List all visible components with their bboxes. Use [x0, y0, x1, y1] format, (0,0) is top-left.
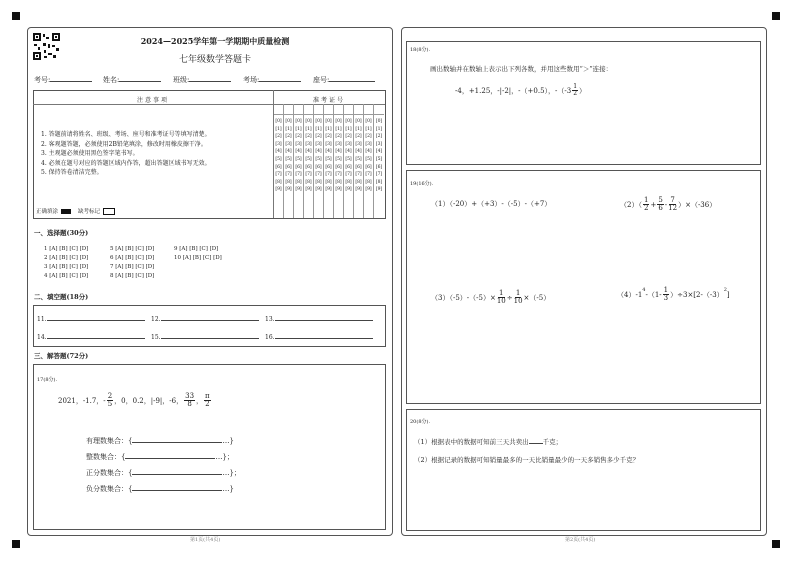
exam-id-bubble[interactable]: [7] [305, 172, 312, 178]
fraction: $\frac{\pi}{2}$ [205, 392, 210, 408]
exam-id-bubble[interactable]: [1] [325, 126, 332, 132]
exam-id-bubble[interactable]: [4] [295, 149, 302, 155]
exam-id-bubble[interactable]: [1] [275, 126, 282, 132]
exam-id-bubble[interactable]: [9] [365, 187, 372, 193]
fraction: $\frac{7}{12}$ [668, 196, 678, 212]
exam-id-bubble[interactable]: [5] [375, 156, 383, 162]
exam-id-bubble[interactable]: [8] [335, 179, 342, 185]
q18-label: 18(8分). [410, 47, 431, 53]
exam-id-bubble[interactable]: [5] [345, 156, 352, 162]
exam-id-bubble[interactable]: [6] [275, 164, 282, 170]
q20-label: 20(8分). [410, 419, 431, 425]
qr-code [33, 33, 60, 60]
notice-heading: 注意事项 [136, 97, 169, 104]
exam-id-bubble[interactable]: [1] [365, 126, 372, 132]
exam-id-bubble[interactable]: [3] [285, 141, 292, 147]
exam-id-bubble[interactable]: [2] [365, 134, 372, 140]
exam-id-bubble[interactable]: [8] [275, 179, 282, 185]
exam-id-bubble[interactable]: [0] [295, 119, 302, 124]
exam-id-bubble[interactable]: [2] [355, 134, 362, 140]
exam-id-column [344, 104, 354, 218]
exam-id-bubble[interactable]: [8] [285, 179, 292, 185]
exam-id-bubble[interactable]: [9] [355, 187, 362, 193]
fraction: $\frac{1}{2}$ [643, 196, 649, 212]
exam-id-bubble[interactable]: [9] [305, 187, 312, 193]
exam-id-column [374, 104, 384, 218]
set-negative-fraction[interactable]: 负分数集合：{ …} [86, 485, 234, 493]
exam-id-bubble[interactable]: [6] [335, 164, 342, 170]
q17-label: 17(8分). [37, 377, 58, 383]
exam-id-column [354, 104, 364, 218]
choice-row [44, 254, 222, 263]
exam-id-bubble[interactable]: [5] [355, 156, 362, 162]
q19-part1: （1）（-20）+（+3）-（-5）-（+7） [431, 200, 552, 208]
field-seat[interactable]: 座号: [313, 75, 375, 85]
exam-id-bubble[interactable]: [1] [355, 126, 362, 132]
exam-id-heading: 准考证号 [312, 97, 345, 104]
exam-id-bubble[interactable]: [3] [345, 141, 352, 147]
exam-id-bubble[interactable]: [0] [375, 119, 383, 124]
exam-id-bubble[interactable]: [5] [295, 156, 302, 162]
exam-id-bubble[interactable]: [2] [275, 134, 282, 140]
exam-id-bubble[interactable]: [6] [375, 164, 383, 170]
exam-id-bubble[interactable]: [8] [355, 179, 362, 185]
exam-id-bubble[interactable]: [3] [375, 141, 383, 147]
q17-numbers: 2021，-1.7，- $\frac{2}{5}$ ，0，0.2，|-9|，-6， $\frac{33}{8}$ ， $\frac{\pi}{2}$ [58, 392, 210, 408]
choice-row [44, 245, 222, 254]
exam-id-bubble[interactable]: [6] [285, 164, 292, 170]
exam-id-grid [274, 104, 384, 218]
page-footer-right: 第2页(共4页) [565, 537, 596, 543]
exam-id-column [304, 104, 314, 218]
exam-id-bubble[interactable]: [1] [345, 126, 352, 132]
notice-item: 2. 客观题答题，必须使用2B铅笔填涂，修改时用橡皮擦干净。 [41, 140, 207, 148]
exam-id-bubble[interactable]: [5] [325, 156, 332, 162]
field-name[interactable]: 姓名: [103, 75, 161, 85]
fraction: $\frac{1}{10}$ [513, 289, 523, 305]
exam-id-bubble[interactable]: [9] [315, 187, 322, 193]
exam-id-bubble[interactable]: [7] [345, 172, 352, 178]
exam-id-bubble[interactable]: [4] [345, 149, 352, 155]
notice-item: 4. 必须在题号对应的答题区域内作答，超出答题区域书写无效。 [41, 159, 211, 167]
exam-id-bubble[interactable]: [4] [375, 149, 383, 155]
choice-row [44, 263, 222, 272]
fraction: $\frac{1}{10}$ [496, 289, 506, 305]
exam-id-bubble[interactable]: [6] [305, 164, 312, 170]
exam-id-bubble[interactable]: [8] [325, 179, 332, 185]
exam-id-bubble[interactable]: [7] [315, 172, 322, 178]
exam-id-bubble[interactable]: [1] [375, 126, 383, 132]
fraction: $\frac{5}{6}$ [658, 196, 663, 212]
choice-question[interactable]: 9 [A] [B] [C] [D] [174, 246, 219, 252]
fill-blank-14[interactable]: 14. [37, 334, 145, 341]
exam-id-bubble[interactable]: [7] [285, 172, 292, 178]
exam-id-bubble[interactable]: [6] [345, 164, 352, 170]
exam-id-column [364, 104, 374, 218]
choice-row [44, 272, 222, 281]
exam-id-bubble[interactable]: [5] [305, 156, 312, 162]
exam-id-bubble[interactable]: [2] [285, 134, 292, 140]
choice-question[interactable]: 5 [A] [B] [C] [D] [110, 246, 155, 252]
exam-id-bubble[interactable]: [2] [305, 134, 312, 140]
field-class[interactable]: 班级: [173, 75, 231, 85]
exam-id-bubble[interactable]: [3] [355, 141, 362, 147]
q18-instruction: 画出数轴并在数轴上表示出下列各数，并用这些数用“＞”连接： [430, 65, 613, 73]
exam-id-bubble[interactable]: [5] [365, 156, 372, 162]
exam-id-bubble[interactable]: [8] [345, 179, 352, 185]
answer-heading: 三、解答题(72分) [34, 352, 89, 360]
exam-id-bubble[interactable]: [9] [325, 187, 332, 193]
exam-id-bubble[interactable]: [0] [315, 119, 322, 124]
exam-id-bubble[interactable]: [3] [335, 141, 342, 147]
exam-id-bubble[interactable]: [7] [355, 172, 362, 178]
registration-mark [772, 540, 780, 548]
exam-id-bubble[interactable]: [6] [365, 164, 372, 170]
fraction: $\frac{1}{3}$ [663, 286, 669, 302]
exam-id-bubble[interactable]: [9] [275, 187, 282, 193]
filled-example [61, 209, 71, 214]
blank[interactable] [529, 443, 543, 444]
exam-id-bubble[interactable]: [3] [365, 141, 372, 147]
exam-id-bubble[interactable]: [7] [275, 172, 282, 178]
exam-id-bubble[interactable]: [5] [285, 156, 292, 162]
exam-id-bubble[interactable]: [6] [325, 164, 332, 170]
exam-id-bubble[interactable]: [7] [295, 172, 302, 178]
registration-mark [12, 12, 20, 20]
q19-part2: （2）（ $\frac{1}{2}$ + $\frac{5}{6}$ - $\frac{7}{12}$ ）×（-36） [620, 196, 717, 212]
exam-id-column [314, 104, 324, 218]
field-room[interactable]: 考场: [243, 75, 301, 85]
set-rational[interactable]: 有理数集合：{ …} [86, 437, 234, 445]
q19-part3: （3）（-5）-（-5）× $\frac{1}{10}$ ÷ $\frac{1}{10}$ ×（-5） [431, 289, 551, 305]
exam-id-bubble[interactable]: [1] [335, 126, 342, 132]
choice-question[interactable]: 1 [A] [B] [C] [D] [44, 246, 89, 252]
notice-list [41, 130, 271, 178]
exam-id-bubble[interactable]: [8] [315, 179, 322, 185]
exam-id-column [294, 104, 304, 218]
exam-id-bubble[interactable]: [0] [365, 119, 372, 124]
exam-id-bubble[interactable]: [0] [275, 119, 282, 124]
choice-heading: 一、选择题(30分) [34, 229, 89, 237]
choice-question[interactable]: 6 [A] [B] [C] [D] [110, 255, 155, 261]
fill-heading: 二、填空题(18分) [34, 293, 89, 301]
exam-id-bubble[interactable]: [8] [375, 179, 383, 185]
exam-id-bubble[interactable]: [2] [315, 134, 322, 140]
exam-id-bubble[interactable]: [3] [305, 141, 312, 147]
choice-question[interactable]: 4 [A] [B] [C] [D] [44, 273, 89, 279]
fill-legend: 正确填涂 缺考标记 [36, 207, 115, 215]
exam-id-bubble[interactable]: [2] [325, 134, 332, 140]
exam-id-bubble[interactable]: [0] [285, 119, 292, 124]
exam-id-bubble[interactable]: [3] [275, 141, 282, 147]
exam-id-bubble[interactable]: [8] [295, 179, 302, 185]
exam-id-bubble[interactable]: [4] [315, 149, 322, 155]
exam-id-bubble[interactable]: [3] [325, 141, 332, 147]
exam-title: 2024—2025学年第一学期期中质量检测 [140, 36, 290, 46]
fill-blank-12[interactable]: 12. [151, 316, 259, 323]
notice-item: 1. 答题前请将姓名、班级、考场、座号和准考证号等填写清楚。 [41, 131, 211, 138]
exam-id-column [334, 104, 344, 218]
exam-id-bubble[interactable]: [9] [375, 187, 383, 193]
q19-label: 19(16分). [410, 181, 434, 187]
q17-sets [86, 433, 241, 497]
exam-id-bubble[interactable]: [7] [375, 172, 383, 178]
notice-item: 3. 主观题必须使用黑色签字笔书写。 [41, 150, 139, 157]
exam-id-bubble[interactable]: [1] [315, 126, 322, 132]
exam-id-bubble[interactable]: [7] [335, 172, 342, 178]
fraction: $\frac{33}{8}$ [185, 392, 195, 408]
page-footer-left: 第1页(共4页) [190, 537, 221, 543]
notice-item: 5. 保持答卷清洁完整。 [41, 169, 103, 176]
absent-mark-box[interactable] [103, 208, 115, 215]
exam-id-bubble[interactable]: [3] [315, 141, 322, 147]
exam-id-bubble[interactable]: [4] [285, 149, 292, 155]
choice-question[interactable]: 2 [A] [B] [C] [D] [44, 255, 89, 261]
exam-id-bubble[interactable]: [3] [295, 141, 302, 147]
exam-id-bubble[interactable]: [0] [335, 119, 342, 124]
set-positive-fraction[interactable]: 正分数集合：{ …}； [86, 469, 241, 477]
fraction: $\frac{1}{2}$ [573, 83, 578, 97]
exam-id-bubble[interactable]: [4] [305, 149, 312, 155]
exam-id-bubble[interactable]: [8] [365, 179, 372, 185]
exam-id-bubble[interactable]: [4] [365, 149, 372, 155]
choice-question[interactable]: 7 [A] [B] [C] [D] [110, 264, 155, 270]
set-integer[interactable]: 整数集合：{ …}； [86, 453, 234, 461]
exam-id-bubble[interactable]: [4] [335, 149, 342, 155]
fill-blank-16[interactable]: 16. [265, 334, 373, 341]
q19-part4: （4）-1 $^4$ -（1- $\frac{1}{3}$ ）÷3×[2-（-3） $^2$ ] [617, 286, 730, 302]
choice-question[interactable]: 3 [A] [B] [C] [D] [44, 264, 89, 270]
q18-box[interactable] [406, 41, 761, 165]
q20-box[interactable] [406, 409, 761, 531]
exam-id-bubble[interactable]: [1] [295, 126, 302, 132]
exam-id-bubble[interactable]: [9] [295, 187, 302, 193]
exam-id-column [324, 104, 334, 218]
choice-question[interactable]: 8 [A] [B] [C] [D] [110, 273, 155, 279]
card-subtitle: 七年级数学答题卡 [178, 55, 251, 65]
exam-id-bubble[interactable]: [6] [355, 164, 362, 170]
exam-id-bubble[interactable]: [0] [305, 119, 312, 124]
exam-id-bubble[interactable]: [4] [325, 149, 332, 155]
registration-mark [12, 540, 20, 548]
exam-id-bubble[interactable]: [0] [345, 119, 352, 124]
exam-id-column [274, 104, 284, 218]
q20-part1: （1）根据表中的数据可知前三天共卖出 千克； [414, 438, 563, 446]
exam-id-column [284, 104, 294, 218]
field-exam-number[interactable]: 考号: [34, 75, 92, 85]
exam-id-bubble[interactable]: [5] [335, 156, 342, 162]
exam-id-bubble[interactable]: [2] [345, 134, 352, 140]
exam-id-bubble[interactable]: [7] [325, 172, 332, 178]
exam-id-bubble[interactable]: [6] [315, 164, 322, 170]
exam-id-bubble[interactable]: [5] [315, 156, 322, 162]
exam-id-bubble[interactable]: [9] [285, 187, 292, 193]
exam-id-bubble[interactable]: [7] [365, 172, 372, 178]
choice-grid [44, 245, 222, 281]
registration-mark [772, 12, 780, 20]
exam-id-bubble[interactable]: [4] [275, 149, 282, 155]
exam-id-bubble[interactable]: [2] [375, 134, 383, 140]
exam-id-bubble[interactable]: [9] [345, 187, 352, 193]
fill-blank-11[interactable]: 11. [37, 316, 145, 323]
fill-blank-13[interactable]: 13. [265, 316, 373, 323]
q18-numbers: -4，+1.25，-|-2|，-（+0.5），-（-3 $\frac{1}{2}$ ） [455, 83, 587, 97]
q20-part2: （2）根据记录的数据可知销量最多的一天比销量最少的一天多销售多少千克？ [414, 456, 640, 464]
exam-id-bubble[interactable]: [4] [355, 149, 362, 155]
exam-id-bubble[interactable]: [0] [325, 119, 332, 124]
exam-id-bubble[interactable]: [5] [275, 156, 282, 162]
choice-question[interactable]: 10 [A] [B] [C] [D] [174, 255, 222, 261]
exam-id-bubble[interactable]: [1] [285, 126, 292, 132]
exam-id-bubble[interactable]: [8] [305, 179, 312, 185]
exam-id-bubble[interactable]: [0] [355, 119, 362, 124]
exam-id-bubble[interactable]: [2] [335, 134, 342, 140]
exam-id-bubble[interactable]: [1] [305, 126, 312, 132]
exam-id-bubble[interactable]: [2] [295, 134, 302, 140]
exam-id-bubble[interactable]: [9] [335, 187, 342, 193]
fill-blank-15[interactable]: 15. [151, 334, 259, 341]
fraction: $\frac{2}{5}$ [107, 392, 113, 408]
exam-id-bubble[interactable]: [6] [295, 164, 302, 170]
